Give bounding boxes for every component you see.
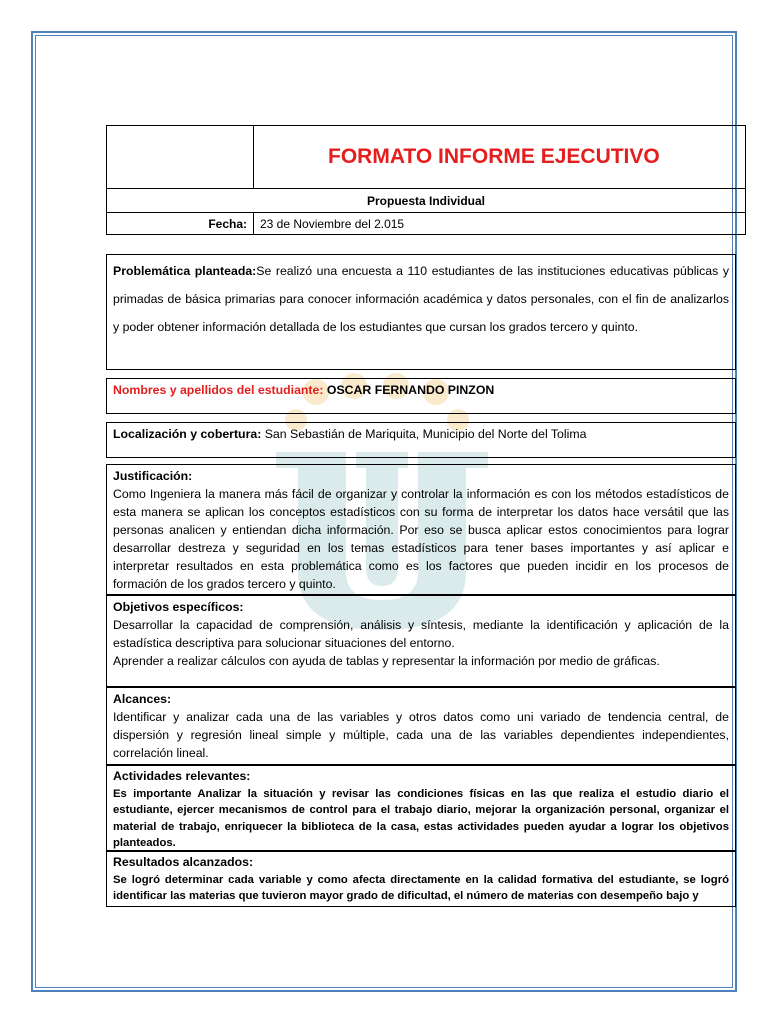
logo-cell [107, 126, 254, 189]
localizacion-value: San Sebastián de Mariquita, Municipio del Norte del Tolima [261, 427, 587, 441]
localizacion-label: Localización y cobertura: [113, 427, 262, 441]
header-table [106, 125, 746, 235]
objetivos-p2: Aprender a realizar cálculos con ayuda de tablas y representar la información por medio de gráficas. [113, 654, 660, 668]
section-actividades [106, 765, 736, 851]
nombres-label: Nombres y apellidos del estudiante: [113, 383, 324, 397]
actividades-text: Es importante Analizar la situación y revisar las condiciones físicas en las que realiza el estudio diario el estudiante, ejercer mecanismos de control para el trabajo diario, mejorar la organización personal, organizar el material de trabajo, enriquecer la biblioteca de la casa, estas actividades pueden ayudar a lograr los objetivos planteados. [113, 787, 729, 849]
section-problematica [106, 254, 736, 370]
section-localizacion [106, 422, 736, 458]
resultados-label: Resultados alcanzados: [113, 855, 254, 869]
justificacion-text: Como Ingeniera la manera más fácil de organizar y controlar la información es con los métodos estadísticos de esta manera se aplican los conceptos estadísticos con su forma de interpretar los datos hace versátil que las personas analicen y entiendan dicha información. Por eso se busca aplicar estos conocimientos para lograr desarrollar destreza y seguridad en los temas estadísticos para tener bases importantes y así aplicar e interpretar resultados en esta problemática como es los factores que pueden incidir en los procesos de formación de los grados tercero y quinto. [113, 487, 729, 591]
resultados-text: Se logró determinar cada variable y como afecta directamente en la calidad formativa del estudiante, se logró identificar las materias que tuvieron mayor grado de dificultad, el número de materias con desempeño bajo y [113, 873, 729, 902]
objetivos-label: Objetivos específicos: [113, 600, 244, 614]
subtitle: Propuesta Individual [107, 189, 746, 213]
section-objetivos [106, 595, 736, 687]
alcances-label: Alcances: [113, 692, 172, 706]
justificacion-label: Justificación: [113, 469, 193, 483]
section-alcances [106, 687, 736, 765]
actividades-label: Actividades relevantes: [113, 769, 251, 783]
section-resultados [106, 851, 736, 907]
fecha-value: 23 de Noviembre del 2.015 [254, 213, 746, 235]
problematica-label: Problemática planteada: [113, 264, 257, 278]
nombres-value: OSCAR FERNANDO PINZON [323, 383, 495, 397]
document-title: FORMATO INFORME EJECUTIVO [254, 126, 746, 189]
section-nombres [106, 378, 736, 414]
fecha-label: Fecha: [107, 213, 254, 235]
problematica-text: Se realizó una encuesta a 110 estudiantes de las instituciones educativas públicas y primadas de básica primarias para conocer información académica y datos personales, con el fin de analizarlos y poder obtener información detallada de los estudiantes que cursan los grados tercero y quinto. [113, 264, 729, 334]
objetivos-p1: Desarrollar la capacidad de comprensión, análisis y síntesis, mediante la identificación y aplicación de la estadística descriptiva para solucionar situaciones del entorno. [113, 618, 729, 650]
alcances-text: Identificar y analizar cada una de las variables y otros datos como uni variado de tendencia central, de dispersión y regresión lineal simple y múltiple, cada una de las variables dependientes independientes, correlación lineal. [113, 710, 729, 760]
section-justificacion [106, 464, 736, 595]
